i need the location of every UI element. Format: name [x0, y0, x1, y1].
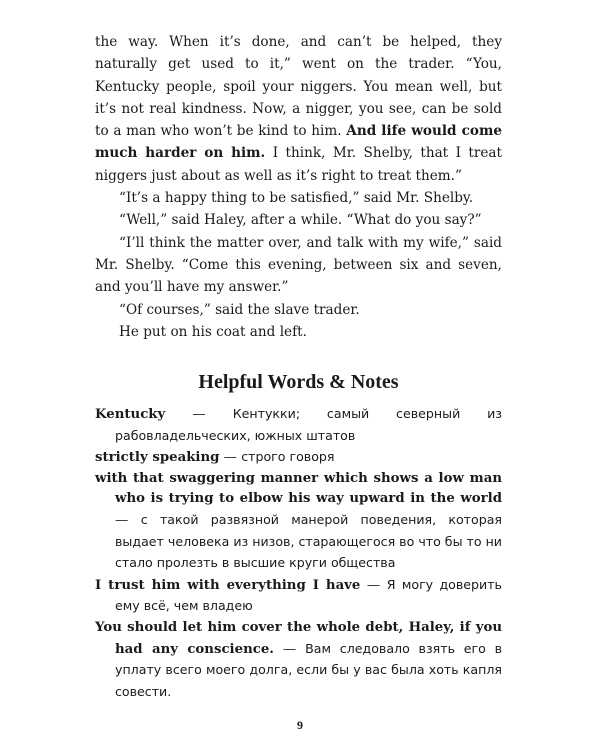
note-gloss: строго говоря [241, 449, 335, 465]
note-term: strictly speaking [95, 450, 220, 466]
note-gloss: Вам следовало взять его в уплату всего моего долга, если бы у вас была хоть капля совести. [115, 640, 502, 699]
story-bold-run: And life would come much harder on him. [95, 123, 502, 162]
story-text-run: I think, Mr. Shelby, that I treat niggers just about as well as it’s right to treat them.” [95, 145, 502, 184]
note-term: I trust him with everything I have [95, 577, 361, 593]
note-term: Kentucky [95, 407, 166, 422]
note-gloss: Я могу доверить ему всё, чем владею [115, 576, 502, 614]
note-item: You should let him cover the whole debt, Haley, if you had any conscience. — Вам следовало взять его в уплату всего моего долга, если бы у вас была хоть капля совести. [95, 619, 502, 699]
note-gloss: с такой развязной манерой поведения, которая выдает человека из низов, старающегося во что бы то ни стало пролезть в высшие круги общества [115, 511, 502, 571]
note-item: Kentucky — Кентукки; самый северный из рабовладельческих, южных штатов [95, 406, 502, 443]
note-item: I trust him with everything I have — Я могу доверить ему всё, чем владею [95, 576, 502, 614]
story-paragraph: “Of courses,” said the slave trader. [119, 301, 360, 318]
story-paragraph: “I’ll think the matter over, and talk with my wife,” said Mr. Shelby. “Come this evening, between six and seven, and you’ll have my answer.” [95, 234, 502, 296]
note-gloss: Кентукки; самый северный из рабовладельческих, южных штатов [115, 406, 502, 443]
story-text [95, 31, 502, 343]
note-term: You should let him cover the whole debt, Haley, if you had any conscience. [95, 619, 502, 657]
notes-list [95, 404, 502, 703]
note-item: with that swaggering manner which shows a low man who is trying to elbow his way upward in the world — с такой развязной манерой поведения, которая выдает человека из низов, старающегося во что бы то ни стало пролезть в высшие круги общества [95, 470, 502, 571]
note-term: with that swaggering manner which shows a low man who is trying to elbow his way upward in the world [95, 470, 502, 507]
page-number: 9 [297, 718, 303, 732]
story-text-run: the way. When it’s done, and can’t be helped, they naturally get used to it,” went on the trader. “You, Kentucky people, spoil your niggers. You mean well, but it’s not real kindness. Now, a nigger, you see, can be sold to a man who won’t be kind to him. [95, 34, 502, 140]
story-paragraph [95, 31, 502, 187]
story-paragraph: “Well,” said Haley, after a while. “What do you say?” [119, 212, 482, 229]
story-paragraph: He put on his coat and left. [119, 323, 307, 340]
note-item: strictly speaking — строго говоря [95, 449, 335, 466]
notes-heading: Helpful Words & Notes [198, 371, 399, 393]
story-paragraph: “It’s a happy thing to be satisfied,” said Mr. Shelby. [119, 190, 474, 207]
